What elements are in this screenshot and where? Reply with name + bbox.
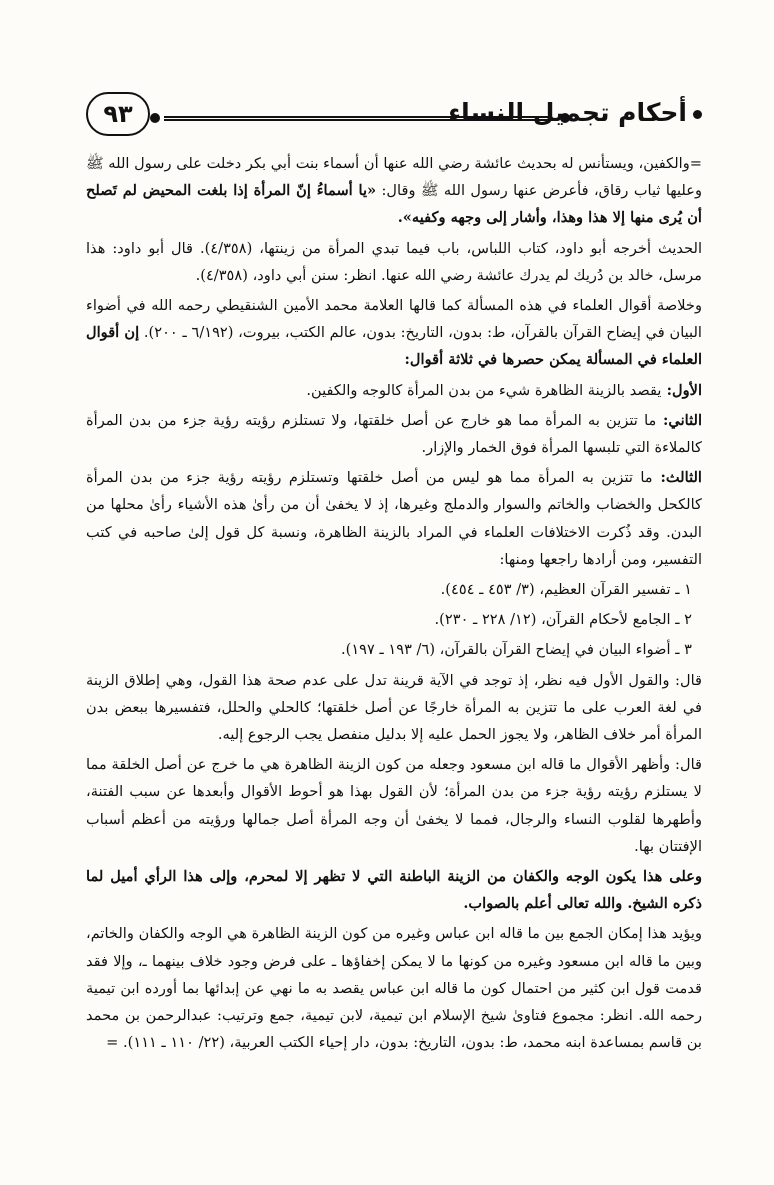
- text-run: ٣ ـ أضواء البيان في إيضاح القرآن بالقرآن، (٦/ ١٩٣ ـ ١٩٧).: [340, 641, 692, 659]
- paragraph: [86, 576, 702, 603]
- paragraph: [86, 920, 702, 1056]
- paragraph: [86, 863, 702, 917]
- text-run: وخلاصة أقوال العلماء في هذه المسألة كما قالها العلامة محمد الأمين الشنقيطي رحمه الله في أضواء البيان في إيضاح القرآن بالقرآن، ط: بدون، التاريخ: بدون، عالم الكتب، بيروت، (٦/١٩٢ ـ ٢٠٠).: [86, 297, 702, 342]
- title-bullet-icon: [693, 110, 702, 119]
- book-title-text: أحكام تجميل النساء: [448, 98, 687, 127]
- paragraph: [86, 407, 702, 461]
- text-run: يقصد بالزينة الظاهرة شيء من بدن المرأة كالوجه والكفين.: [306, 381, 662, 399]
- bold-text: الثاني:: [656, 411, 702, 429]
- book-title: [448, 98, 702, 127]
- page-number: ٩٣: [86, 92, 150, 136]
- paragraph: [86, 292, 702, 374]
- bold-text: إن أقوال العلماء في المسألة يمكن حصرها في ثلاثة أقوال:: [86, 324, 702, 369]
- bold-text: الثالث:: [652, 469, 702, 487]
- text-run: قال: وأظهر الأقوال ما قاله ابن مسعود وجعله من كون الزينة الظاهرة هي ما خرج عن أصل الخلقة مما لا يستلزم رؤيته رؤية جزء من بدن المرأة؛ لأن القول بهذا هو أحوط الأقوال وأبعدها عن سبب الفتنة، وأطهرها لقلوب النساء والرجال، فمما لا يخفىٰ أن وجه المرأة أصل جمالها ورؤيته من أعظم أسباب الإفتتان بها.: [86, 756, 702, 855]
- paragraph: [86, 464, 702, 573]
- footnote-body: [86, 150, 702, 1060]
- text-run: ما تتزين به المرأة مما هو ليس من أصل خلقتها وتستلزم رؤيته رؤية جزء من بدن المرأة كالكحل والخضاب والخاتم والسوار والدملج وغيرها، إذ لا يخفىٰ أن من رأىٰ هذه الأشياء رأىٰ محلها من البدن. وقد ذُكرت الاختلافات العلماء في المراد بالزينة الظاهرة، ونسبة كل قول إلىٰ صاحبه في كتب التفسير، ومن أرادها راجعها ومنها:: [86, 469, 702, 568]
- bold-text: وعلى هذا يكون الوجه والكفان من الزينة الباطنة التي لا تظهر إلا لمحرم، وإلى هذا الرأي أميل لما ذكره الشيخ. والله تعالى أعلم بالصواب.: [86, 868, 702, 913]
- paragraph: [86, 235, 702, 289]
- running-header: [86, 90, 702, 144]
- bold-text: «يا أسماءُ إنّ المرأة إذا بلغت المحيض لم تَصلح أن يُرى منها إلا هذا وهذا، وأشار إلى وجهه وكفيه».: [86, 182, 702, 227]
- text-run: الحديث أخرجه أبو داود، كتاب اللباس، باب فيما تبدي المرأة من زينتها، (٤/٣٥٨). قال أبو داود: هذا مرسل، خالد بن دُريك لم يدرك عائشة رضي الله عنها. انظر: سنن أبي داود، (٤/٣٥٨).: [86, 239, 703, 284]
- bold-text: الأول:: [661, 381, 702, 399]
- paragraph: [86, 377, 702, 404]
- text-run: ويؤيد هذا إمكان الجمع بين ما قاله ابن عباس وغيره من كون الزينة الظاهرة هي الوجه والكفان والخاتم، وبين ما قاله ابن مسعود وغيره من كونها ما لا يمكن إخفاؤها ـ على فرض وجود خلاف بينهما ـ، وإلا فقد قدمت قول ابن كثير من احتمال كون ما قاله ابن عباس يقصد به ما نهي عن إبدائها بما أورده ابن تيمية رحمه الله. انظر: مجموع فتاوىٰ شيخ الإسلام ابن تيمية، لابن تيمية، جمع وترتيب: عبدالرحمن بن محمد بن قاسم بمساعدة ابنه محمد، ط: بدون، التاريخ: بدون، دار إحياء الكتب العربية، (٢٢/ ١١٠ ـ ١١١). =: [86, 925, 702, 1052]
- paragraph: [86, 606, 702, 633]
- text-run: ٢ ـ الجامع لأحكام القرآن، (١٢/ ٢٢٨ ـ ٢٣٠).: [434, 611, 692, 629]
- text-run: ما تتزين به المرأة مما هو خارج عن أصل خلقتها، ولا تستلزم رؤيته رؤية جزء من بدن المرأة كالملاءة التي تلبسها المرأة فوق الخمار والإزار.: [86, 411, 702, 457]
- paragraph: [86, 667, 702, 749]
- text-run: قال: والقول الأول فيه نظر، إذ توجد في الآية قرينة تدل على عدم صحة هذا القول، وهي إطلاق الزينة في لغة العرب على ما تتزين به المرأة خارجًا عن أصل خلقتها؛ كالحلي والحلل، فتفسيرها ببعض بدن المرأة أمر خلاف الظاهر، ولا يجوز الحمل عليه إلا بدليل منفصل يجب الرجوع إليه.: [86, 671, 702, 744]
- text-run: ١ ـ تفسير القرآن العظيم، (٣/ ٤٥٣ ـ ٤٥٤).: [440, 581, 692, 599]
- text-run: =والكفين، ويستأنس له بحديث عائشة رضي الله عنها أن أسماء بنت أبي بكر دخلت على رسول الله ﷺ وعليها ثياب رقاق، فأعرض عنها رسول الله ﷺ وقال:: [86, 155, 702, 200]
- header-rule-dot-left: [150, 113, 160, 123]
- paragraph: [86, 150, 702, 232]
- paragraph: [86, 636, 702, 663]
- paragraph: [86, 751, 702, 860]
